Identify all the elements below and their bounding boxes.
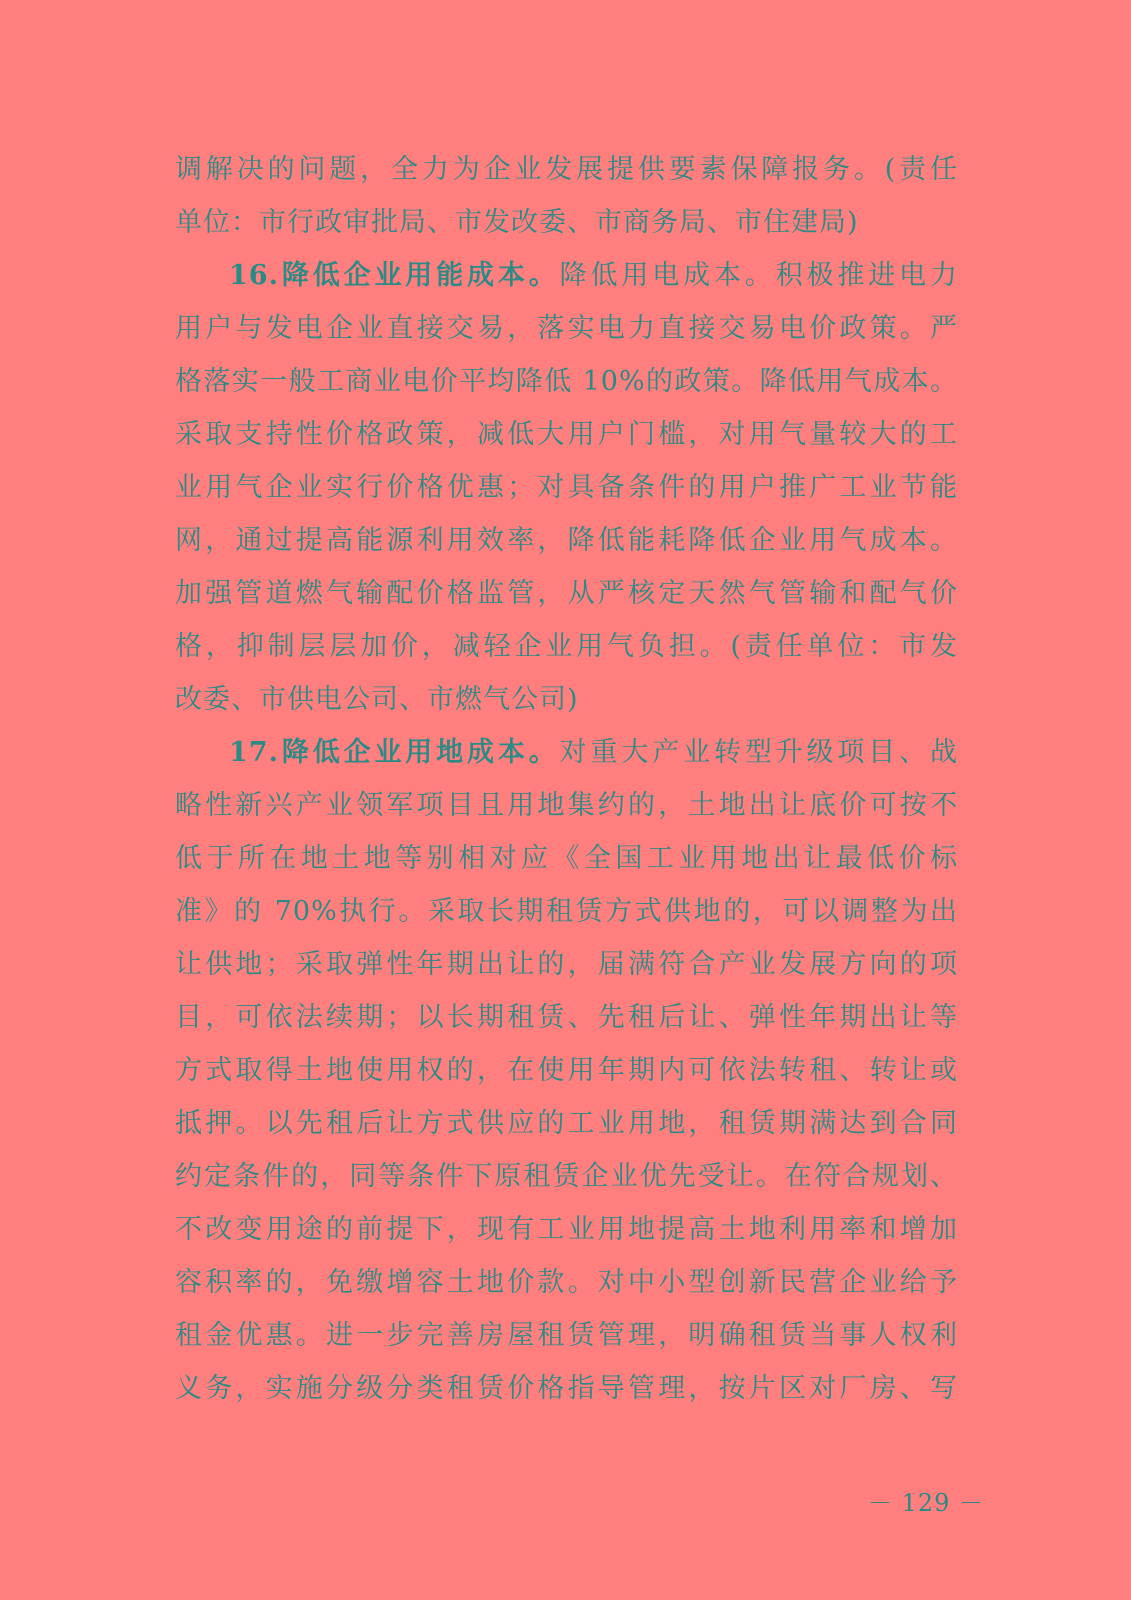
text-line: 采取支持性价格政策，减低大用户门槛，对用气量较大的工 [175, 419, 958, 450]
section-text: 降低用电成本。积极推进电力 [559, 260, 959, 291]
page-number: － 129 － [868, 1489, 985, 1517]
section-heading-line [175, 726, 958, 779]
body-text [175, 143, 958, 1415]
text-line: 不改变用途的前提下，现有工业用地提高土地利用率和增加 [175, 1214, 958, 1245]
text-line: 租金优惠。进一步完善房屋租赁管理，明确租赁当事人权利 [175, 1320, 958, 1351]
text-line: 单位：市行政审批局、市发改委、市商务局、市住建局) [175, 207, 859, 238]
text-line: 改委、市供电公司、市燃气公司) [175, 684, 579, 715]
section-title: 降低企业用能成本。 [278, 260, 560, 291]
text-line: 用户与发电企业直接交易，落实电力直接交易电价政策。严 [175, 313, 958, 344]
section-text: 对重大产业转型升级项目、战 [559, 737, 959, 768]
section-number: 17. [229, 737, 279, 768]
section-number: 16. [229, 260, 279, 291]
text-line: 容积率的，免缴增容土地价款。对中小型创新民营企业给予 [175, 1267, 958, 1298]
text-line: 业用气企业实行价格优惠；对具备条件的用户推广工业节能 [175, 472, 958, 503]
section-heading-line [175, 249, 958, 302]
text-line: 加强管道燃气输配价格监管，从严核定天然气管输和配气价 [175, 578, 958, 609]
text-line: 格落实一般工商业电价平均降低 10%的政策。降低用气成本。 [175, 366, 958, 397]
text-line: 略性新兴产业领军项目且用地集约的，土地出让底价可按不 [175, 790, 958, 821]
text-line: 让供地；采取弹性年期出让的，届满符合产业发展方向的项 [175, 949, 958, 980]
text-line: 约定条件的，同等条件下原租赁企业优先受让。在符合规划、 [175, 1161, 958, 1192]
text-line: 义务，实施分级分类租赁价格指导管理，按片区对厂房、写 [175, 1373, 958, 1404]
section-title: 降低企业用地成本。 [278, 737, 560, 768]
text-line: 网，通过提高能源利用效率，降低能耗降低企业用气成本。 [175, 525, 958, 556]
text-line: 格，抑制层层加价，减轻企业用气负担。(责任单位：市发 [175, 631, 958, 662]
text-line: 目，可依法续期；以长期租赁、先租后让、弹性年期出让等 [175, 1002, 958, 1033]
text-line: 抵押。以先租后让方式供应的工业用地，租赁期满达到合同 [175, 1108, 958, 1139]
text-line: 调解决的问题，全力为企业发展提供要素保障报务。(责任 [175, 154, 958, 185]
text-line: 方式取得土地使用权的，在使用年期内可依法转租、转让或 [175, 1055, 958, 1086]
text-line: 准》的 70%执行。采取长期租赁方式供地的，可以调整为出 [175, 896, 958, 927]
text-line: 低于所在地土地等别相对应《全国工业用地出让最低价标 [175, 843, 958, 874]
